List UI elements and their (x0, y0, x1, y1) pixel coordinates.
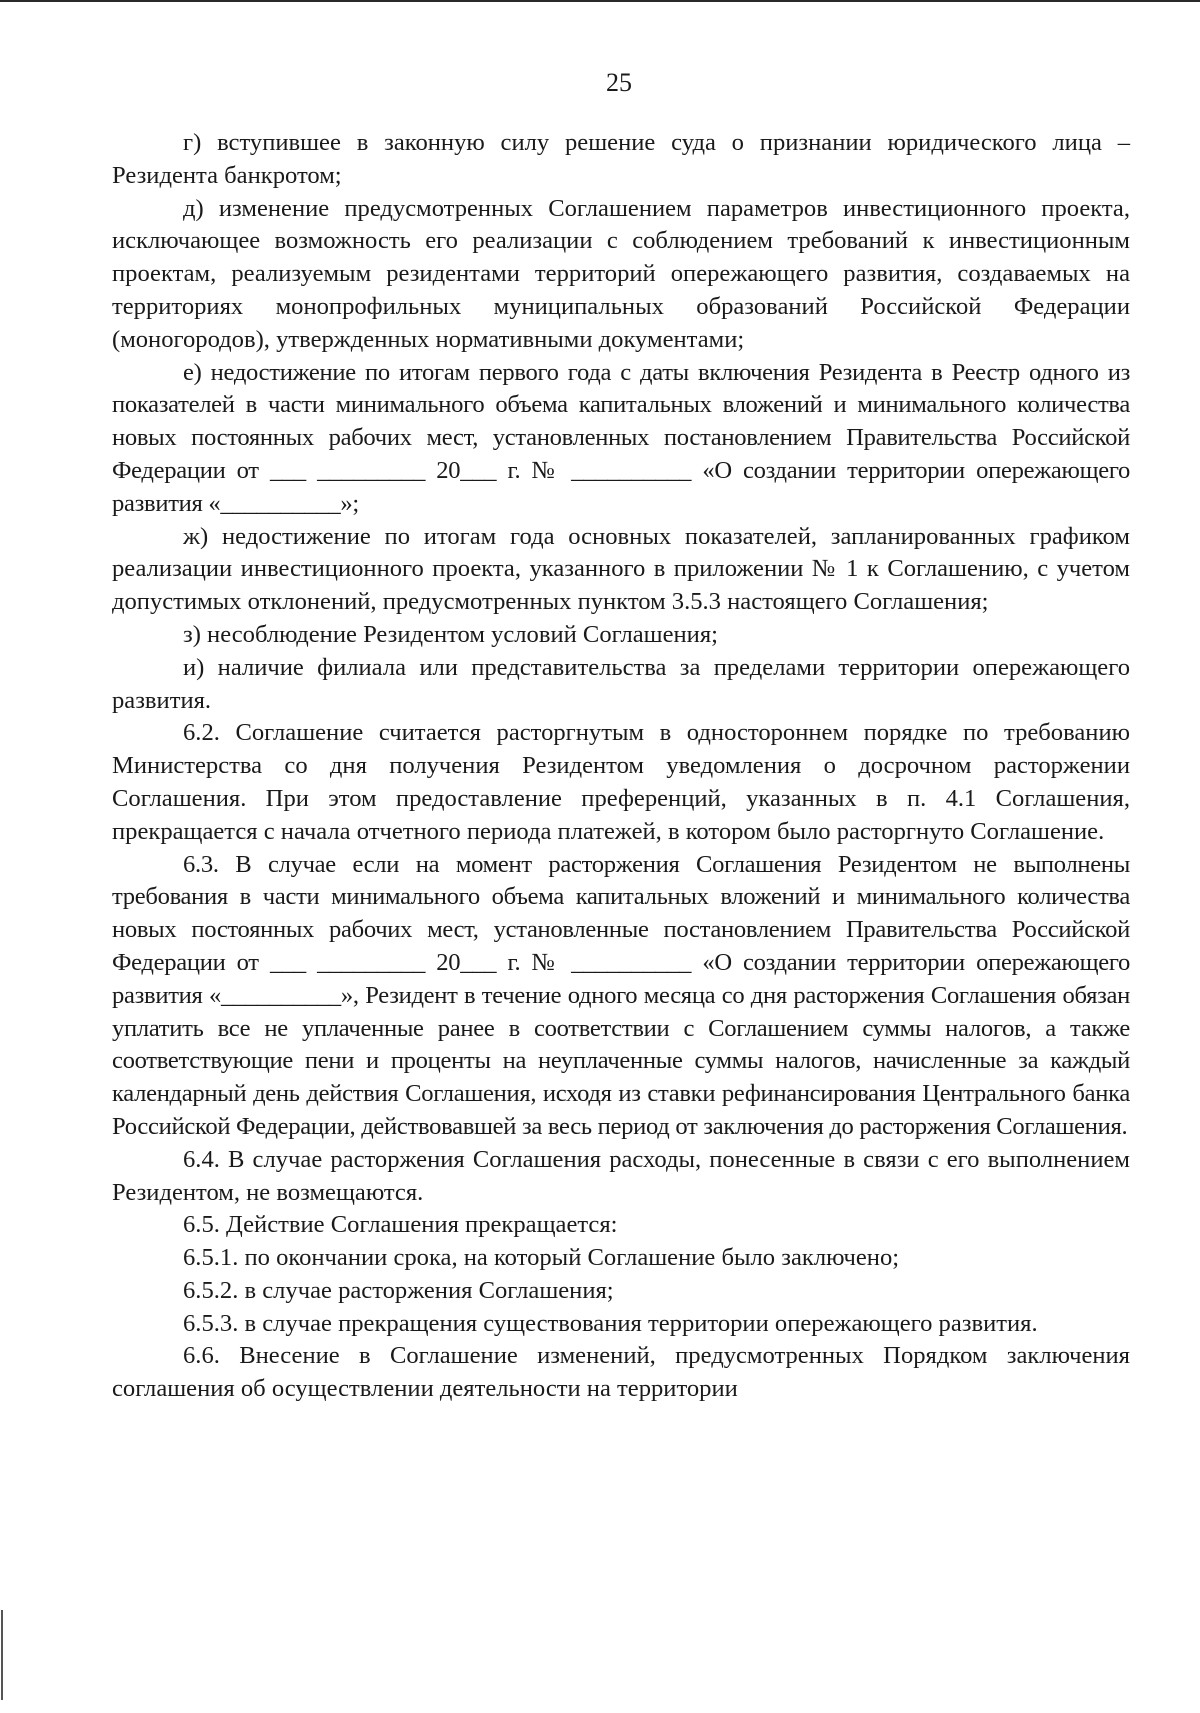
clause-6-5-1: 6.5.1. по окончании срока, на который Соглашение было заключено; (183, 1244, 900, 1272)
clause-6-5-3: 6.5.3. в случае прекращения существования территории опережающего развития. (183, 1309, 1038, 1337)
left-scan-edge (1, 1610, 3, 1700)
clause-6-6: 6.6. Внесение в Соглашение изменений, предусмотренных Порядком заключения соглашения об осуществлении деятельности на территории (112, 1342, 1130, 1403)
paragraph-zh: ж) недостижение по итогам года основных показателей, запланированных графиком реализации инвестиционного проекта, указанного в приложении № 1 к Соглашению, с учетом допустимых отклонений, предусмотренных пунктом 3.5.3 настоящего Соглашения; (112, 522, 1130, 616)
paragraph-d: д) изменение предусмотренных Соглашением параметров инвестиционного проекта, исключающее возможность его реализации с соблюдением требований к инвестиционным проектам, реализуемым резидентами территорий опережающего развития, создаваемых на территориях монопрофильных муниципальных образований Российской Федерации (моногородов), утвержденных нормативными документами; (112, 194, 1130, 353)
clause-6-2: 6.2. Соглашение считается расторгнутым в одностороннем порядке по требованию Министерства со дня получения Резидентом уведомления о досрочном расторжении Соглашения. При этом предоставление преференций, указанных в п. 4.1 Соглашения, прекращается с начала отчетного периода платежей, в котором было расторгнуто Соглашение. (112, 719, 1130, 845)
top-scan-edge (0, 0, 1200, 2)
document-body (112, 127, 1130, 1406)
clause-6-5-2: 6.5.2. в случае расторжения Соглашения; (183, 1276, 614, 1304)
paragraph-i: и) наличие филиала или представительства за пределами территории опережающего развития. (112, 653, 1130, 714)
clause-6-3: 6.3. В случае если на момент расторжения Соглашения Резидентом не выполнены требования в части минимального объема капитальных вложений и минимального количества новых постоянных рабочих мест, установленные постановлением Правительства Российской Федерации от ___ _________ 20___ г. № __________ «О создании территории опережающего развития «__________», Резидент в течение одного месяца со дня расторжения Соглашения обязан уплатить все не уплаченные ранее в соответствии с Соглашением суммы налогов, а также соответствующие пени и проценты на неуплаченные суммы налогов, начисленные за каждый календарный день действия Соглашения, исходя из ставки рефинансирования Центрального банка Российской Федерации, действовавшей за весь период от заключения до расторжения Соглашения. (112, 850, 1130, 1140)
paragraph-z: з) несоблюдение Резидентом условий Соглашения; (183, 620, 718, 648)
page-number: 25 (606, 68, 632, 97)
paragraph-g: г) вступившее в законную силу решение суда о признании юридического лица – Резидента банкротом; (112, 129, 1130, 189)
clause-6-5: 6.5. Действие Соглашения прекращается: (183, 1211, 618, 1239)
clause-6-4: 6.4. В случае расторжения Соглашения расходы, понесенные в связи с его выполнением Резидентом, не возмещаются. (112, 1145, 1130, 1206)
paragraph-e: е) недостижение по итогам первого года с даты включения Резидента в Реестр одного из показателей в части минимального объема капитальных вложений и минимального количества новых постоянных рабочих мест, установленных постановлением Правительства Российской Федерации от ___ _________ 20___ г. № __________ «О создании территории опережающего развития «__________»; (112, 358, 1130, 517)
